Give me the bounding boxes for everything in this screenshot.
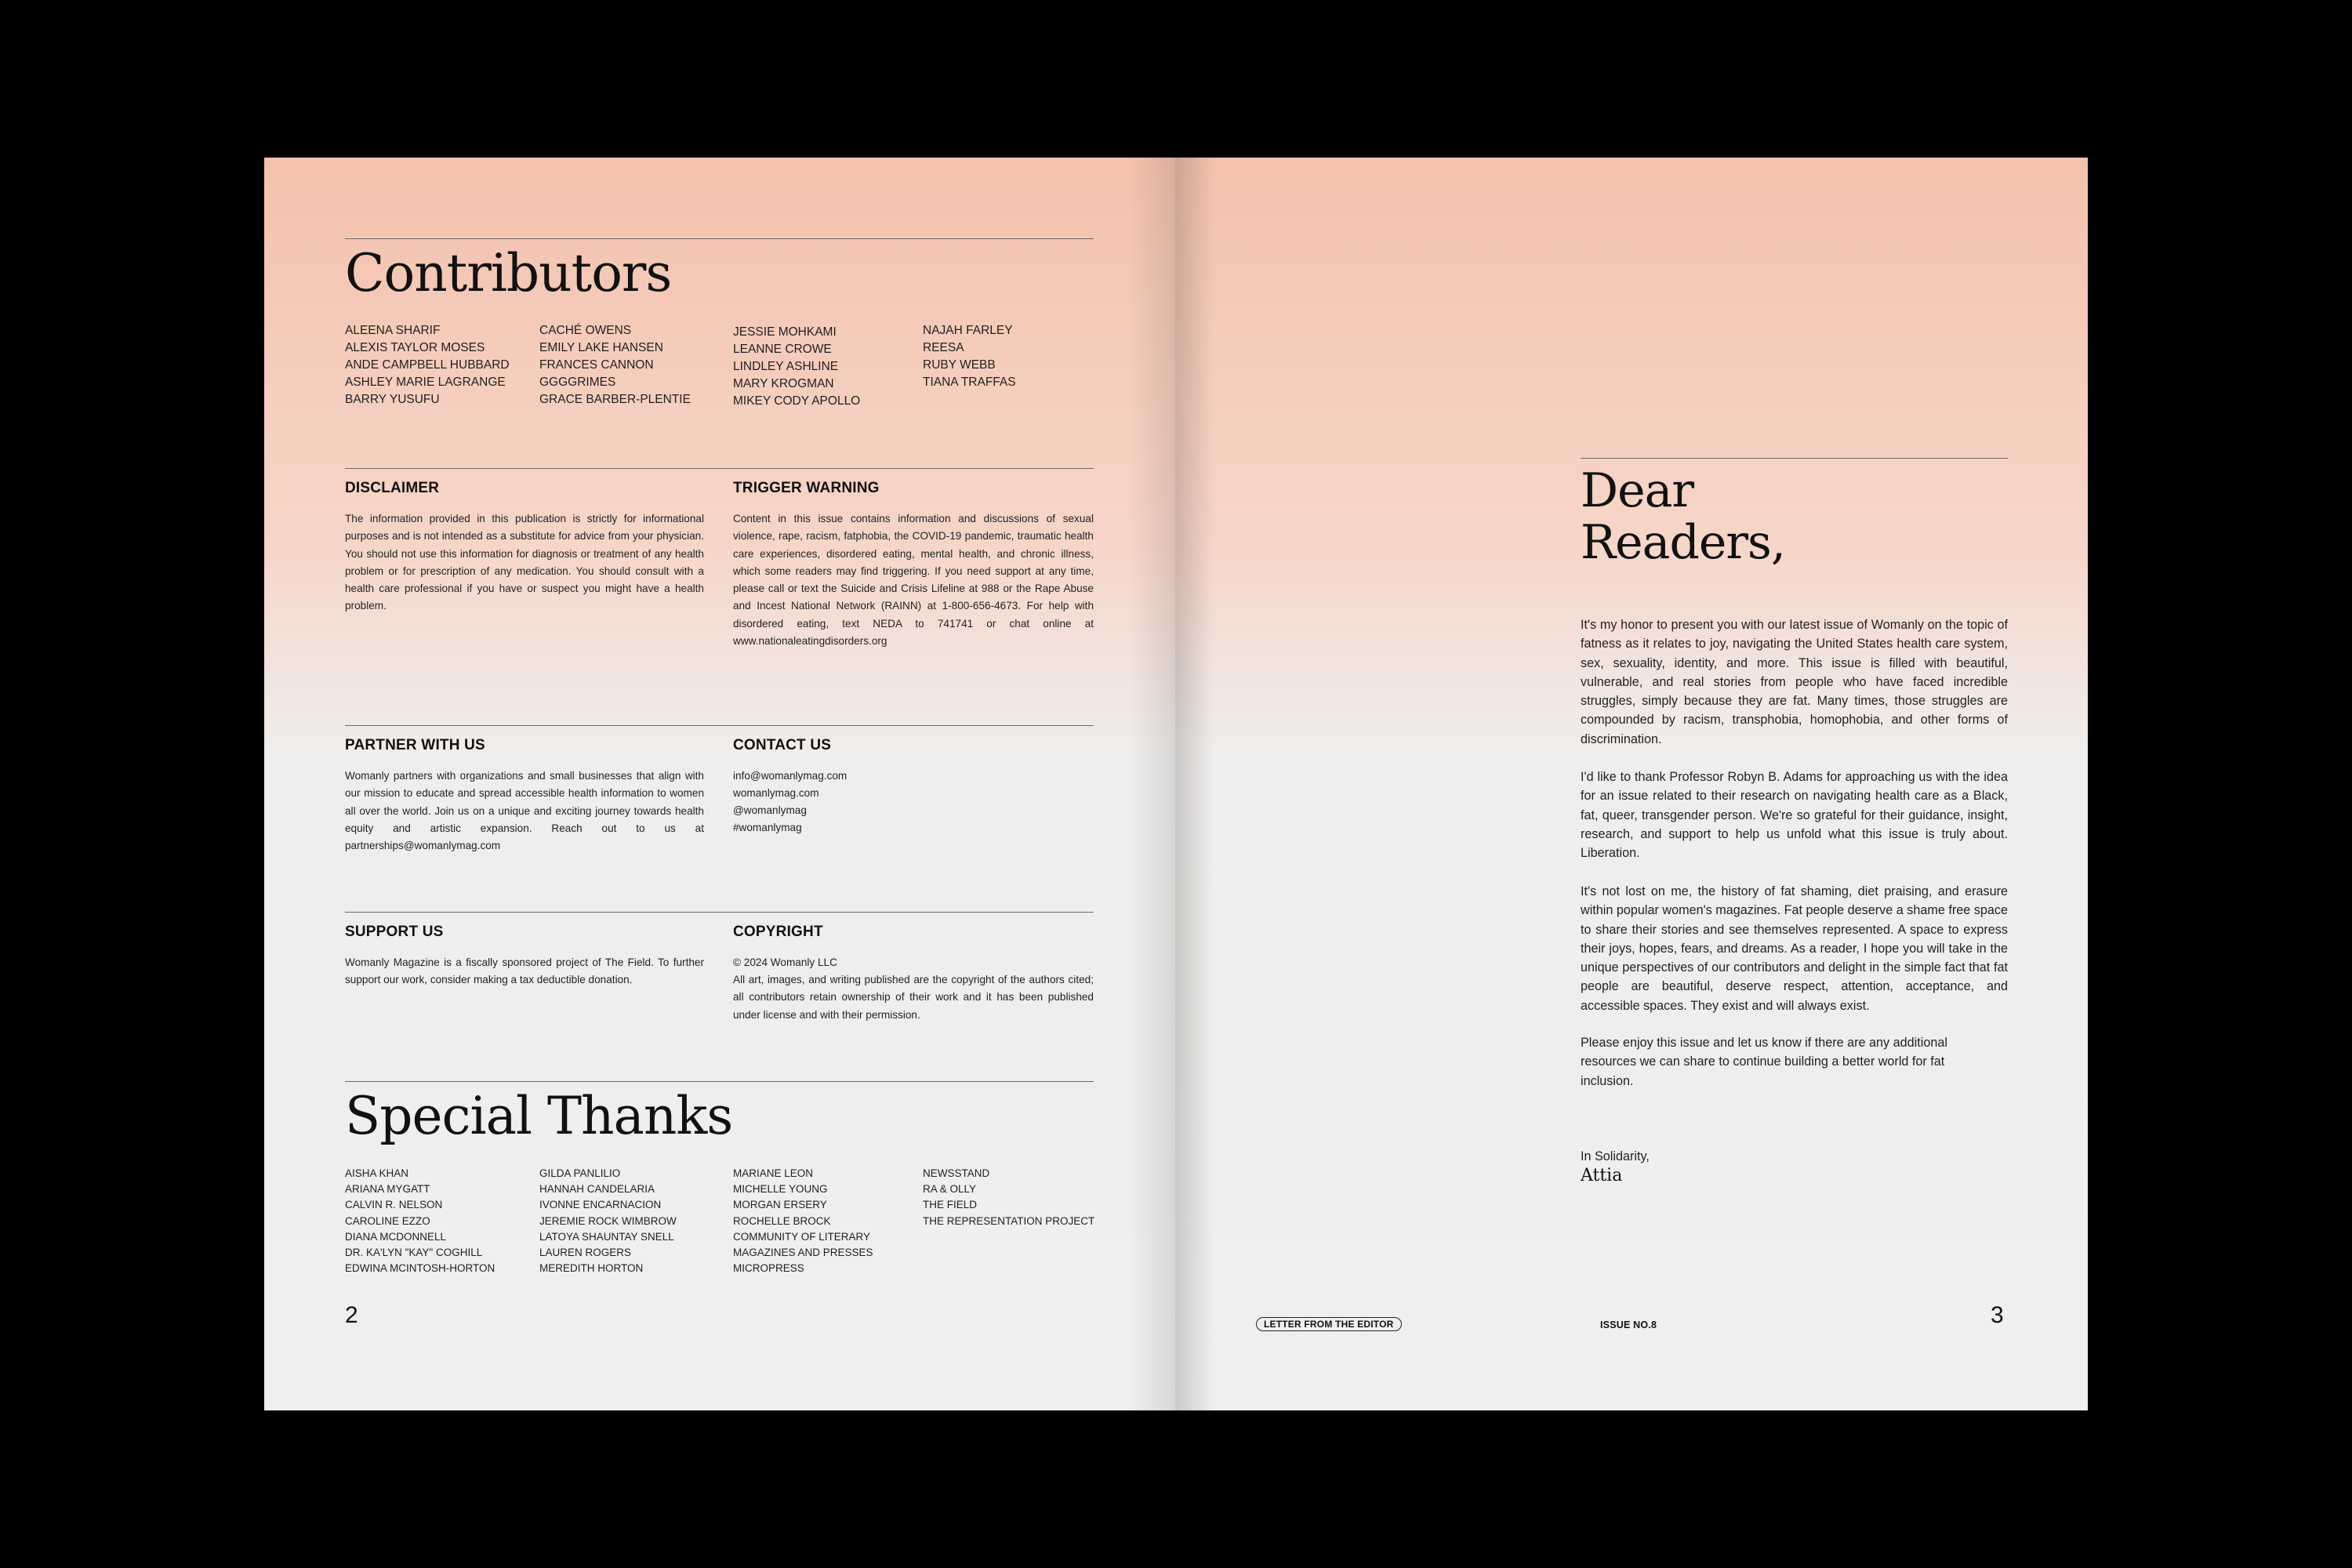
- thanks-name: CAROLINE EZZO: [345, 1214, 430, 1227]
- divider: [1581, 458, 2008, 459]
- divider: [345, 912, 1094, 913]
- gutter-shadow: [1175, 158, 1214, 1410]
- contributor-name: CACHÉ OWENS: [539, 324, 632, 337]
- contributor-name: LINDLEY ASHLINE: [733, 360, 839, 373]
- copyright-body: All art, images, and writing published are the copyright of the authors cited; all contributors retain ownership of their work and it has been published under license and with their permission.: [733, 974, 1094, 1021]
- contributor-name: ALEXIS TAYLOR MOSES: [345, 341, 485, 354]
- thanks-name: CALVIN R. NELSON: [345, 1199, 443, 1211]
- contributors-column-4: [923, 322, 1016, 391]
- thanks-name: EDWINA MCINTOSH-HORTON: [345, 1262, 495, 1275]
- letter-title: [1581, 465, 1785, 568]
- contributors-title: Contributors: [345, 243, 672, 303]
- contact-email[interactable]: info@womanlymag.com: [733, 770, 848, 782]
- contributor-name: GGGGRIMES: [539, 376, 616, 389]
- thanks-name: NEWSSTAND: [923, 1167, 990, 1179]
- thanks-name: COMMUNITY OF LITERARY: [733, 1230, 871, 1243]
- right-page: [1175, 158, 2088, 1410]
- contributor-name: ALEENA SHARIF: [345, 324, 441, 337]
- contact-heading: CONTACT US: [733, 737, 832, 753]
- thanks-name: IVONNE ENCARNACION: [539, 1199, 662, 1211]
- thanks-name: LATOYA SHAUNTAY SNELL: [539, 1230, 674, 1243]
- thanks-name: MICROPRESS: [733, 1262, 804, 1275]
- thanks-name: THE FIELD: [923, 1199, 978, 1211]
- partner-heading: PARTNER WITH US: [345, 737, 485, 753]
- section-pill: LETTER FROM THE EDITOR: [1256, 1317, 1402, 1331]
- letter-title-line-1: Dear: [1581, 463, 1694, 518]
- divider: [345, 468, 1094, 469]
- divider: [345, 238, 1094, 239]
- thanks-column-3: [733, 1166, 873, 1276]
- contributor-name: GRACE BARBER-PLENTIE: [539, 393, 691, 406]
- contributor-name: MARY KROGMAN: [733, 377, 834, 390]
- contributor-name: RUBY WEBB: [923, 358, 996, 372]
- disclaimer-heading: DISCLAIMER: [345, 480, 440, 496]
- thanks-column-4: [923, 1166, 1094, 1229]
- thanks-name: THE REPRESENTATION PROJECT: [923, 1214, 1095, 1227]
- thanks-name: RA & OLLY: [923, 1183, 977, 1196]
- thanks-name: MICHELLE YOUNG: [733, 1183, 828, 1196]
- contact-website[interactable]: womanlymag.com: [733, 787, 819, 799]
- thanks-name: DIANA MCDONNELL: [345, 1230, 447, 1243]
- thanks-name: HANNAH CANDELARIA: [539, 1183, 655, 1196]
- thanks-name: DR. KA'LYN "KAY" COGHILL: [345, 1247, 483, 1259]
- divider: [345, 1081, 1094, 1082]
- special-thanks-title: Special Thanks: [345, 1086, 733, 1146]
- contact-hashtag[interactable]: #womanlymag: [733, 822, 802, 833]
- disclaimer-body: The information provided in this publication is strictly for informational purposes and is not intended as a substitute for advice from your physician. You should not use this information for diagnosis or treatment of any health problem or for prescription of any medication. You should consult with a health care professional if you have or suspect you might have a health problem.: [345, 513, 704, 612]
- contributors-column-3: [733, 324, 860, 410]
- letter-title-line-2: Readers,: [1581, 515, 1785, 570]
- contributors-column-2: [539, 322, 691, 408]
- partner-body: Womanly partners with organizations and small businesses that align with our mission to educate and spread accessible health information to women all over the world. Join us on a unique and exciting journey towards health equity and artistic expansion. Reach out to us at partnerships@womanlymag.com: [345, 770, 704, 852]
- thanks-name: MARIANE LEON: [733, 1167, 814, 1179]
- letter-paragraph-4: Please enjoy this issue and let us know if there are any additional resources we can share to continue building a better world for fat inclusion.: [1581, 1036, 1947, 1088]
- divider: [345, 725, 1094, 726]
- thanks-name: MEREDITH HORTON: [539, 1262, 644, 1275]
- issue-label: ISSUE NO.8: [1600, 1319, 1657, 1330]
- left-page: [264, 158, 1175, 1410]
- page-number: 3: [1991, 1302, 2004, 1328]
- contributor-name: REESA: [923, 341, 964, 354]
- letter-closing: In Solidarity,: [1581, 1149, 1650, 1163]
- thanks-name: MAGAZINES AND PRESSES: [733, 1247, 873, 1259]
- contributor-name: ANDE CAMPBELL HUBBARD: [345, 358, 510, 372]
- gutter-shadow: [1128, 158, 1175, 1410]
- contact-handle[interactable]: @womanlymag: [733, 804, 807, 816]
- page-number: 2: [345, 1302, 358, 1328]
- letter-paragraph-1: It's my honor to present you with our latest issue of Womanly on the topic of fatness as it relates to joy, navigating the United States health care system, sex, sexuality, identity, and more. This issue is filled with beautiful, vulnerable, and real stories from people who have faced incredible struggles, simply because they are fat. Many times, those struggles are compounded by racism, transphobia, homophobia, and other forms of discrimination.: [1581, 618, 2008, 746]
- contributor-name: MIKEY CODY APOLLO: [733, 394, 861, 408]
- contact-list: [733, 768, 847, 837]
- thanks-name: AISHA KHAN: [345, 1167, 409, 1179]
- contributor-name: FRANCES CANNON: [539, 358, 654, 372]
- thanks-name: ROCHELLE BROCK: [733, 1214, 831, 1227]
- thanks-column-2: [539, 1166, 677, 1276]
- thanks-column-1: [345, 1166, 495, 1276]
- contributor-name: NAJAH FARLEY: [923, 324, 1013, 337]
- support-heading: SUPPORT US: [345, 924, 444, 940]
- contributor-name: ASHLEY MARIE LAGRANGE: [345, 376, 506, 389]
- thanks-name: ARIANA MYGATT: [345, 1183, 430, 1196]
- thanks-name: MORGAN ERSERY: [733, 1199, 827, 1211]
- thanks-name: GILDA PANLILIO: [539, 1167, 621, 1179]
- copyright-heading: COPYRIGHT: [733, 924, 823, 940]
- contributor-name: TIANA TRAFFAS: [923, 376, 1016, 389]
- contributor-name: EMILY LAKE HANSEN: [539, 341, 663, 354]
- contributor-name: BARRY YUSUFU: [345, 393, 440, 406]
- trigger-warning-heading: TRIGGER WARNING: [733, 480, 880, 496]
- thanks-name: LAUREN ROGERS: [539, 1247, 632, 1259]
- copyright-line: © 2024 Womanly LLC: [733, 956, 837, 968]
- contributor-name: LEANNE CROWE: [733, 343, 832, 356]
- contributors-column-1: [345, 322, 510, 408]
- trigger-warning-body: Content in this issue contains information and discussions of sexual violence, rape, racism, fatphobia, the COVID-19 pandemic, traumatic health care experiences, disordered eating, mental health, and chronic illness, which some readers may find triggering. If you need support at any time, please call or text the Suicide and Crisis Lifeline at 988 or the Rape Abuse and Incest National Network (RAINN) at 1-800-656-4673. For help with disordered eating, text NEDA to 741741 or chat online at www.nationaleatingdisorders.org: [733, 513, 1094, 648]
- letter-signature: Attia: [1581, 1166, 1623, 1185]
- letter-paragraph-2: I'd like to thank Professor Robyn B. Adams for approaching us with the idea for an issue related to their research on navigating health care as a Black, fat, queer, transgender person. We're so grateful for their guidance, insight, research, and support to help us unfold what this issue is truly about. Liberation.: [1581, 770, 2008, 861]
- contributor-name: JESSIE MOHKAMI: [733, 325, 837, 339]
- letter-paragraph-3: It's not lost on me, the history of fat shaming, diet praising, and erasure within popular women's magazines. Fat people deserve a shame free space to share their stories and see themselves represented. A space to express their joys, hopes, fears, and dreams. As a reader, I hope you will take in the unique perspectives of our contributors and delight in the simple fact that fat people are beautiful, deserve respect, attention, acceptance, and accessible spaces. They exist and will always exist.: [1581, 884, 2008, 1013]
- support-body: Womanly Magazine is a fiscally sponsored project of The Field. To further support our work, consider making a tax deductible donation.: [345, 956, 704, 986]
- thanks-name: JEREMIE ROCK WIMBROW: [539, 1214, 677, 1227]
